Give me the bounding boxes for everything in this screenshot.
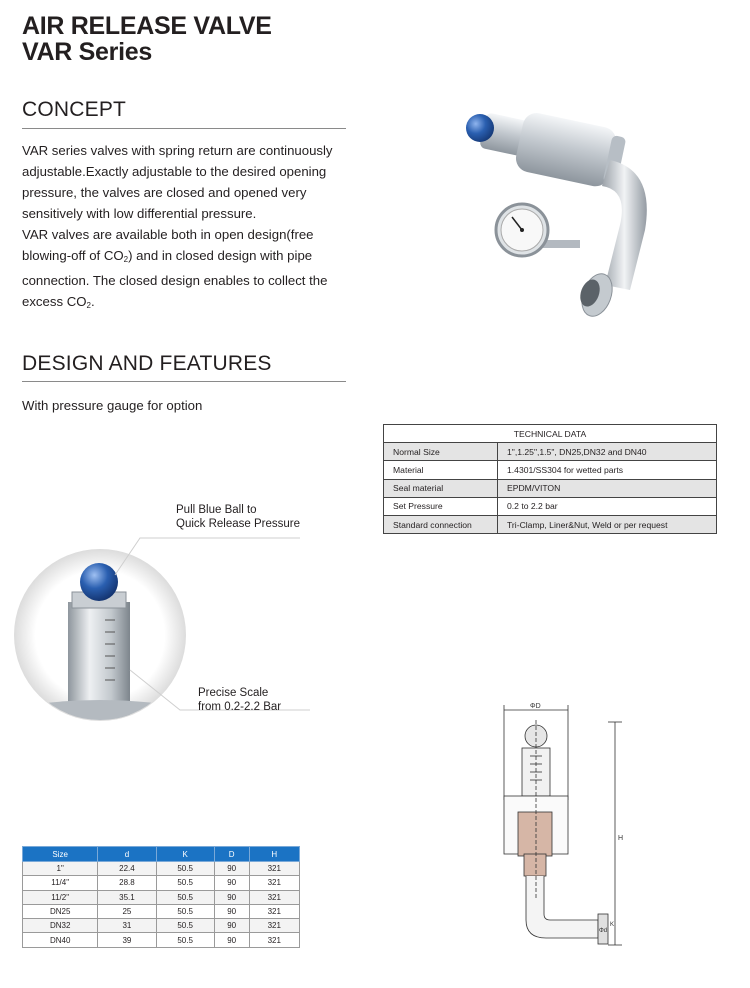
table-row — [384, 443, 717, 461]
size-table — [22, 846, 300, 948]
table-row — [384, 479, 717, 497]
concept-paragraph-1: VAR series valves with spring return are continuously adjustable.Exactly adjustable to the desired opening pressure, the valves are closed and opened very sensitively with low differential pressure. — [22, 143, 333, 221]
ball-callout: Pull Blue Ball to Quick Release Pressure — [176, 504, 300, 530]
tech-label: Standard connection — [384, 515, 498, 533]
technical-data-table — [383, 424, 717, 534]
table-row: 11/2" 35.1 50.5 90 321 — [23, 890, 300, 904]
page-title: AIR RELEASE VALVE — [22, 12, 272, 40]
technical-data-header: TECHNICAL DATA — [384, 425, 717, 443]
column-header: D — [214, 847, 249, 862]
tech-label: Seal material — [384, 479, 498, 497]
table-row — [384, 515, 717, 533]
table-row: 11/4" 28.8 50.5 90 321 — [23, 876, 300, 890]
tech-value: 0.2 to 2.2 bar — [498, 497, 717, 515]
dim-d-label: Φd — [599, 928, 608, 934]
table-row: 1" 22.4 50.5 90 321 — [23, 862, 300, 876]
tech-label: Material — [384, 461, 498, 479]
tech-label: Normal Size — [384, 443, 498, 461]
technical-drawing — [490, 700, 630, 955]
size-table-header — [23, 847, 300, 862]
column-header: K — [156, 847, 214, 862]
tech-label: Set Pressure — [384, 497, 498, 515]
tech-value: 1.4301/SS304 for wetted parts — [498, 461, 717, 479]
concept-text — [22, 140, 342, 316]
scale-callout: Precise Scale from 0.2-2.2 Bar — [198, 687, 282, 713]
tech-value: EPDM/VITON — [498, 479, 717, 497]
valve-detail-closeup — [10, 520, 340, 750]
design-heading: DESIGN AND FEATURES — [22, 352, 272, 375]
dim-D-label: ΦD — [530, 703, 541, 710]
dim-K-label: K — [610, 922, 615, 928]
column-header: H — [249, 847, 299, 862]
dim-H-label: H — [618, 835, 624, 842]
table-row: DN32 31 50.5 90 321 — [23, 919, 300, 933]
table-row — [384, 497, 717, 515]
concept-heading: CONCEPT — [22, 98, 127, 121]
tech-value: Tri-Clamp, Liner&Nut, Weld or per request — [498, 515, 717, 533]
column-header: d — [98, 847, 156, 862]
table-row: DN25 25 50.5 90 321 — [23, 904, 300, 918]
design-divider — [22, 381, 346, 382]
table-row: DN40 39 50.5 90 321 — [23, 933, 300, 947]
page-subtitle: VAR Series — [22, 38, 152, 66]
concept-paragraph-2: VAR valves are available both in open design(free blowing-off of $CO_2$) and in closed design with pipe connection. The closed design enables to collect the excess $CO_2$. — [22, 227, 328, 310]
column-header: Size — [23, 847, 98, 862]
tech-value: 1",1.25",1.5", DN25,DN32 and DN40 — [498, 443, 717, 461]
table-row — [384, 461, 717, 479]
valve-product-photo — [440, 100, 680, 330]
design-subtitle: With pressure gauge for option — [22, 398, 203, 413]
concept-divider — [22, 128, 346, 129]
